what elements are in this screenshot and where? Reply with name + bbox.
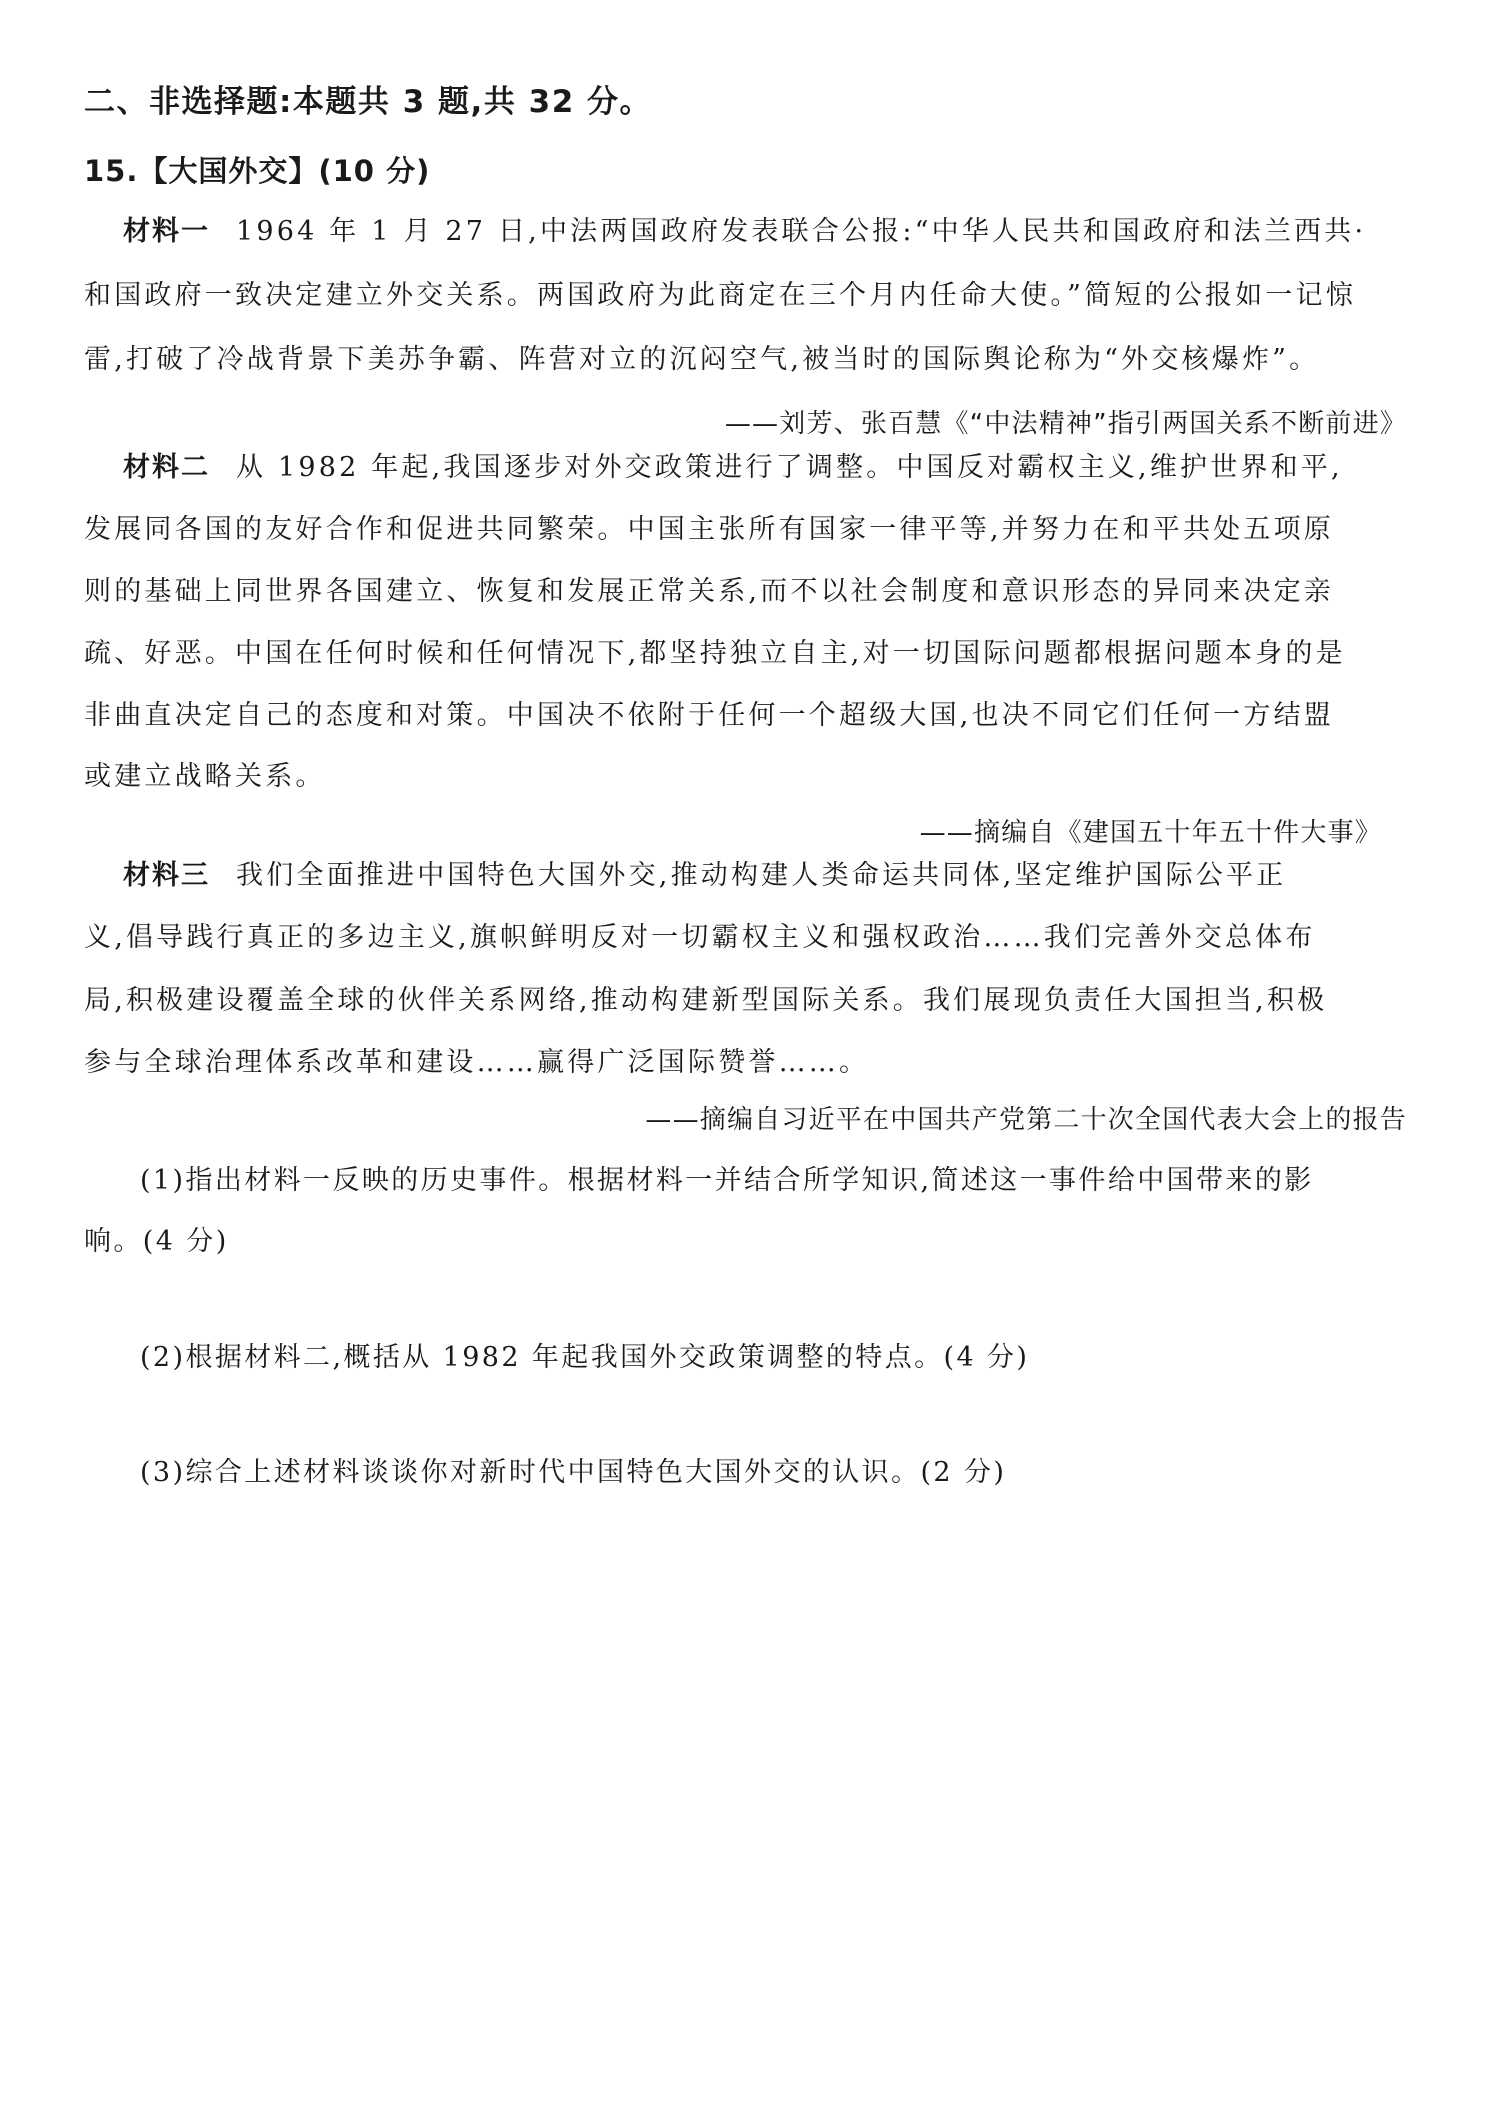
material2-line-5: 非曲直决定自己的态度和对策。中国决不依附于任何一个超级大国,也决不同它们任何一方结盟 [84, 700, 1334, 731]
material2-label: 材料二 [123, 452, 210, 483]
material1-line-3: 雷,打破了冷战背景下美苏争霸、阵营对立的沉闷空气,被当时的国际舆论称为“外交核爆炸”。 [84, 344, 1320, 375]
material2-source: ——摘编自《建国五十年五十件大事》 [919, 818, 1382, 848]
material2-line-1 [123, 448, 1343, 488]
material1-line-2: 和国政府一致决定建立外交关系。两国政府为此商定在三个月内任命大使。”简短的公报如一记惊 [84, 280, 1356, 311]
material3-line-4: 参与全球治理体系改革和建设……赢得广泛国际赞誉……。 [84, 1047, 870, 1078]
material2-line-6: 或建立战略关系。 [84, 761, 326, 792]
material3-text-1: 我们全面推进中国特色大国外交,推动构建人类命运共同体,坚定维护国际公平正 [236, 860, 1287, 891]
material3-line-2: 义,倡导践行真正的多边主义,旗帜鲜明反对一切霸权主义和强权政治……我们完善外交总体布 [84, 922, 1316, 953]
material1-label: 材料一 [123, 216, 210, 247]
material3-source: ——摘编自习近平在中国共产党第二十次全国代表大会上的报告 [645, 1105, 1407, 1135]
subquestion-2: (2)根据材料二,概括从 1982 年起我国外交政策调整的特点。(4 分) [140, 1342, 1030, 1373]
material1-source: ——刘芳、张百慧《“中法精神”指引两国关系不断前进》 [724, 409, 1407, 439]
material2-text-1: 从 1982 年起,我国逐步对外交政策进行了调整。中国反对霸权主义,维护世界和平, [236, 452, 1343, 483]
material1-text-1: 1964 年 1 月 27 日,中法两国政府发表联合公报:“中华人民共和国政府和法兰西共· [236, 216, 1367, 247]
material3-line-3: 局,积极建设覆盖全球的伙伴关系网络,推动构建新型国际关系。我们展现负责任大国担当,积极 [84, 985, 1328, 1016]
question-title: 15.【大国外交】(10 分) [84, 154, 431, 188]
material2-line-2: 发展同各国的友好合作和促进共同繁荣。中国主张所有国家一律平等,并努力在和平共处五项原 [84, 514, 1334, 545]
subquestion-1-line-2: 响。(4 分) [84, 1226, 229, 1257]
subquestion-3: (3)综合上述材料谈谈你对新时代中国特色大国外交的认识。(2 分) [140, 1457, 1007, 1488]
material2-line-4: 疏、好恶。中国在任何时候和任何情况下,都坚持独立自主,对一切国际问题都根据问题本身的是 [84, 638, 1346, 669]
material1-line-1 [123, 212, 1366, 252]
material3-line-1 [123, 856, 1286, 896]
section-header: 二、非选择题:本题共 3 题,共 32 分。 [84, 84, 653, 120]
material3-label: 材料三 [123, 860, 210, 891]
material2-line-3: 则的基础上同世界各国建立、恢复和发展正常关系,而不以社会制度和意识形态的异同来决定亲 [84, 576, 1334, 607]
subquestion-1-line-1: (1)指出材料一反映的历史事件。根据材料一并结合所学知识,简述这一事件给中国带来的影 [140, 1165, 1314, 1196]
